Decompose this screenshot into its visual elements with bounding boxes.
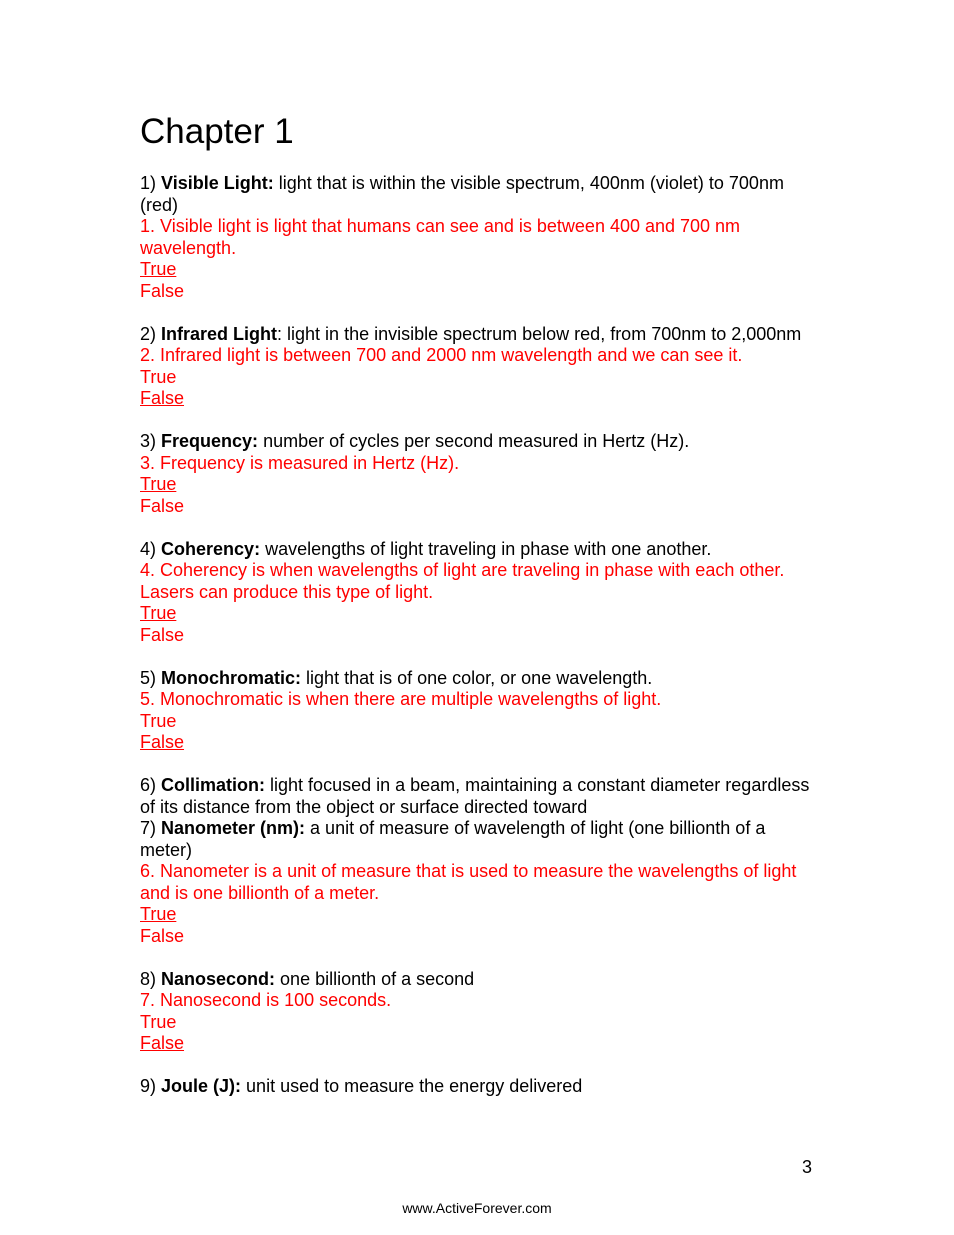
term: Coherency: <box>161 538 261 559</box>
true-option[interactable]: True <box>140 603 177 623</box>
term: Visible Light: <box>161 173 274 193</box>
definition-text: unit used to measure the energy delivered <box>241 1076 583 1096</box>
definition <box>140 1076 820 1098</box>
false-option[interactable]: False <box>140 1033 185 1053</box>
definition-text: wavelengths of light traveling in phase with one another. <box>260 538 712 559</box>
footer-url: www.ActiveForever.com <box>402 1200 552 1216</box>
term: Collimation: <box>161 775 266 795</box>
entry-infrared-light <box>140 324 820 410</box>
quiz-statement: 7. Nanosecond is 100 seconds. <box>140 990 392 1010</box>
quiz-statement: 4. Coherency is when wavelengths of light are traveling in phase with each other. Lasers can produce this type of light. <box>140 560 785 602</box>
definition <box>140 431 820 453</box>
quiz-statement: 3. Frequency is measured in Hertz (Hz). <box>140 452 460 473</box>
term: Monochromatic: <box>161 667 302 688</box>
false-option[interactable]: False <box>140 624 185 645</box>
glossary-content <box>140 173 820 1098</box>
term: Frequency: <box>161 431 259 451</box>
entry-monochromatic <box>140 668 820 754</box>
definition-text: light that is of one color, or one wavelength. <box>301 667 653 688</box>
false-option[interactable]: False <box>140 925 185 946</box>
true-option[interactable]: True <box>140 1011 177 1032</box>
definition-text: light focused in a beam, maintaining a constant diameter regardless of its distance from the object or surface directed toward <box>140 775 810 817</box>
definition <box>140 539 820 561</box>
definition-text: : light in the invisible spectrum below red, from 700nm to 2,000nm <box>277 323 802 344</box>
definition <box>140 173 820 216</box>
quiz-statement: 1. Visible light is light that humans can see and is between 400 and 700 nm wavelength. <box>140 216 741 258</box>
entry-number: 8) <box>140 968 157 989</box>
entry-number: 3) <box>140 431 157 451</box>
true-option[interactable]: True <box>140 710 177 731</box>
true-option[interactable]: True <box>140 259 177 279</box>
definition-text: a unit of measure of wavelength of light (one billionth of a meter) <box>140 818 766 860</box>
page-number: 3 <box>802 1157 813 1177</box>
entry-number: 6) <box>140 775 157 795</box>
entry-frequency <box>140 431 820 517</box>
term: Joule (J): <box>161 1076 242 1096</box>
entry-number: 1) <box>140 173 157 193</box>
entry-number: 2) <box>140 323 157 344</box>
term: Nanosecond: <box>161 968 276 989</box>
quiz-statement: 2. Infrared light is between 700 and 2000 nm wavelength and we can see it. <box>140 345 743 365</box>
entry-nanosecond <box>140 969 820 1055</box>
entry-number: 7) <box>140 818 157 838</box>
entry-joule <box>140 1076 820 1098</box>
true-option[interactable]: True <box>140 474 177 494</box>
entry-number: 5) <box>140 667 157 688</box>
definition-text: number of cycles per second measured in Hertz (Hz). <box>258 431 690 451</box>
entry-collimation <box>140 775 820 818</box>
true-option[interactable]: True <box>140 366 177 387</box>
true-option[interactable]: True <box>140 904 177 924</box>
definition <box>140 775 820 818</box>
definition <box>140 818 820 861</box>
definition <box>140 324 820 346</box>
entry-number: 4) <box>140 538 157 559</box>
entry-nanometer <box>140 818 820 947</box>
definition <box>140 969 820 991</box>
entry-visible-light <box>140 173 820 302</box>
false-option[interactable]: False <box>140 388 185 408</box>
entry-coherency <box>140 539 820 647</box>
false-option[interactable]: False <box>140 495 185 516</box>
definition <box>140 668 820 690</box>
false-option[interactable]: False <box>140 732 185 752</box>
quiz-statement: 5. Monochromatic is when there are multiple wavelengths of light. <box>140 689 662 709</box>
entry-number: 9) <box>140 1076 157 1096</box>
term: Nanometer (nm): <box>161 818 306 838</box>
definition-text: light that is within the visible spectrum, 400nm (violet) to 700nm (red) <box>140 173 784 215</box>
term: Infrared Light <box>161 323 278 344</box>
definition-text: one billionth of a second <box>275 968 475 989</box>
false-option[interactable]: False <box>140 280 185 301</box>
page-title: Chapter 1 <box>140 112 294 151</box>
quiz-statement: 6. Nanometer is a unit of measure that is used to measure the wavelengths of light and is one billionth of a meter. <box>140 861 797 903</box>
